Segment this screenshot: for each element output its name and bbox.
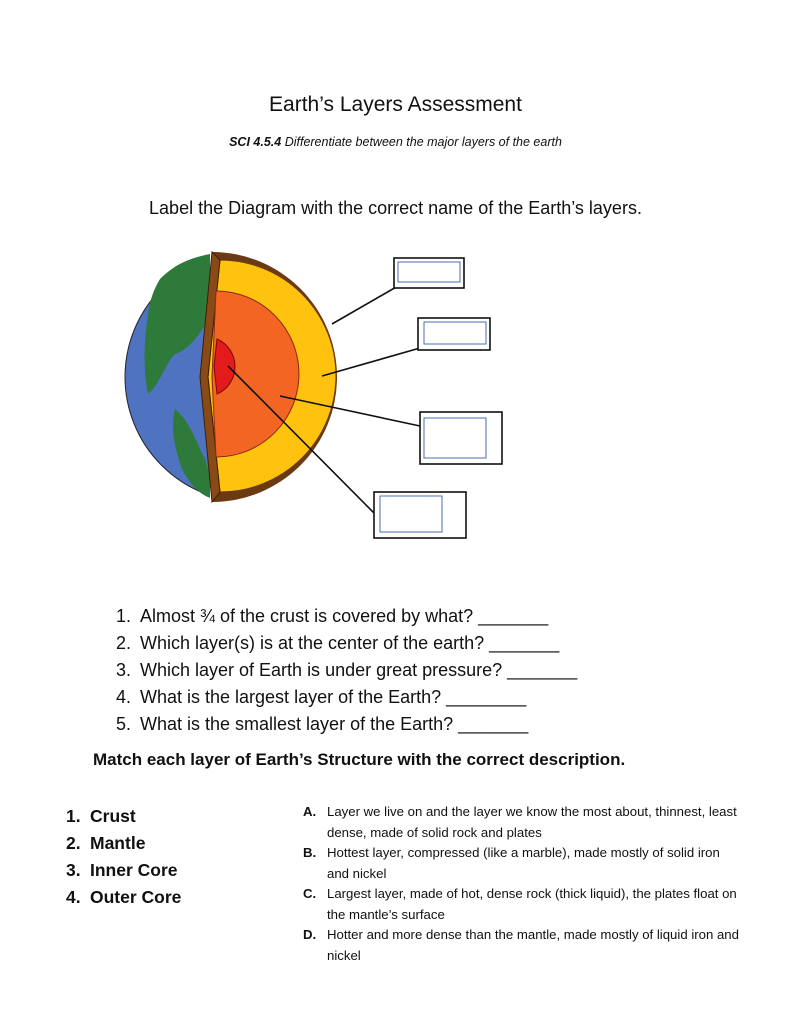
question-item (116, 711, 577, 738)
question-item (116, 684, 577, 711)
description-item (303, 802, 743, 843)
question-text: Almost ¾ of the crust is covered by what? _______ (140, 606, 549, 626)
question-number: 1. (116, 606, 132, 626)
description-item (303, 843, 743, 884)
layer-number: 1. (66, 806, 81, 826)
question-item (116, 630, 577, 657)
description-letter: D. (303, 927, 317, 942)
description-item (303, 884, 743, 925)
layer-number: 3. (66, 860, 81, 880)
earth-layers-diagram (120, 244, 520, 574)
layer-item (66, 857, 181, 884)
label-box-3[interactable] (420, 412, 502, 464)
description-letter: B. (303, 845, 317, 860)
question-list (116, 603, 577, 738)
layer-name: Inner Core (90, 860, 178, 880)
question-number: 3. (116, 660, 132, 680)
match-heading: Match each layer of Earth’s Structure with the correct description. (93, 750, 626, 769)
description-text: Largest layer, made of hot, dense rock (thick liquid), the plates float on the mantle’s surface (327, 886, 737, 922)
label-box-1[interactable] (394, 258, 464, 288)
description-text: Layer we live on and the layer we know the most about, thinnest, least dense, made of solid rock and plates (327, 804, 737, 840)
question-text: What is the largest layer of the Earth? ________ (140, 687, 527, 707)
standard-code: SCI 4.5.4 (229, 135, 282, 149)
standard-line (0, 135, 791, 149)
leader-line-1 (332, 286, 398, 324)
question-number: 2. (116, 633, 132, 653)
standard-text: Differentiate between the major layers of the earth (284, 135, 562, 149)
leader-line-2 (322, 348, 420, 376)
layer-item (66, 830, 181, 857)
layer-number: 4. (66, 887, 81, 907)
description-item (303, 925, 743, 966)
description-letter: A. (303, 804, 317, 819)
layer-list (66, 803, 181, 911)
layer-item (66, 884, 181, 911)
layer-name: Outer Core (90, 887, 182, 907)
question-text: Which layer(s) is at the center of the earth? _______ (140, 633, 560, 653)
description-text: Hottest layer, compressed (like a marble), made mostly of solid iron and nickel (327, 845, 720, 881)
layer-name: Crust (90, 806, 136, 826)
question-item (116, 657, 577, 684)
label-box-2[interactable] (418, 318, 490, 350)
page-title: Earth’s Layers Assessment (269, 93, 522, 116)
label-box-4[interactable] (374, 492, 466, 538)
description-list (303, 802, 743, 966)
layer-number: 2. (66, 833, 81, 853)
question-item (116, 603, 577, 630)
question-text: Which layer of Earth is under great pressure? _______ (140, 660, 578, 680)
question-text: What is the smallest layer of the Earth? _______ (140, 714, 529, 734)
question-number: 5. (116, 714, 132, 734)
description-letter: C. (303, 886, 317, 901)
layer-item (66, 803, 181, 830)
diagram-instruction: Label the Diagram with the correct name of the Earth’s layers. (149, 198, 642, 218)
question-number: 4. (116, 687, 132, 707)
description-text: Hotter and more dense than the mantle, made mostly of liquid iron and nickel (327, 927, 739, 963)
layer-name: Mantle (90, 833, 146, 853)
